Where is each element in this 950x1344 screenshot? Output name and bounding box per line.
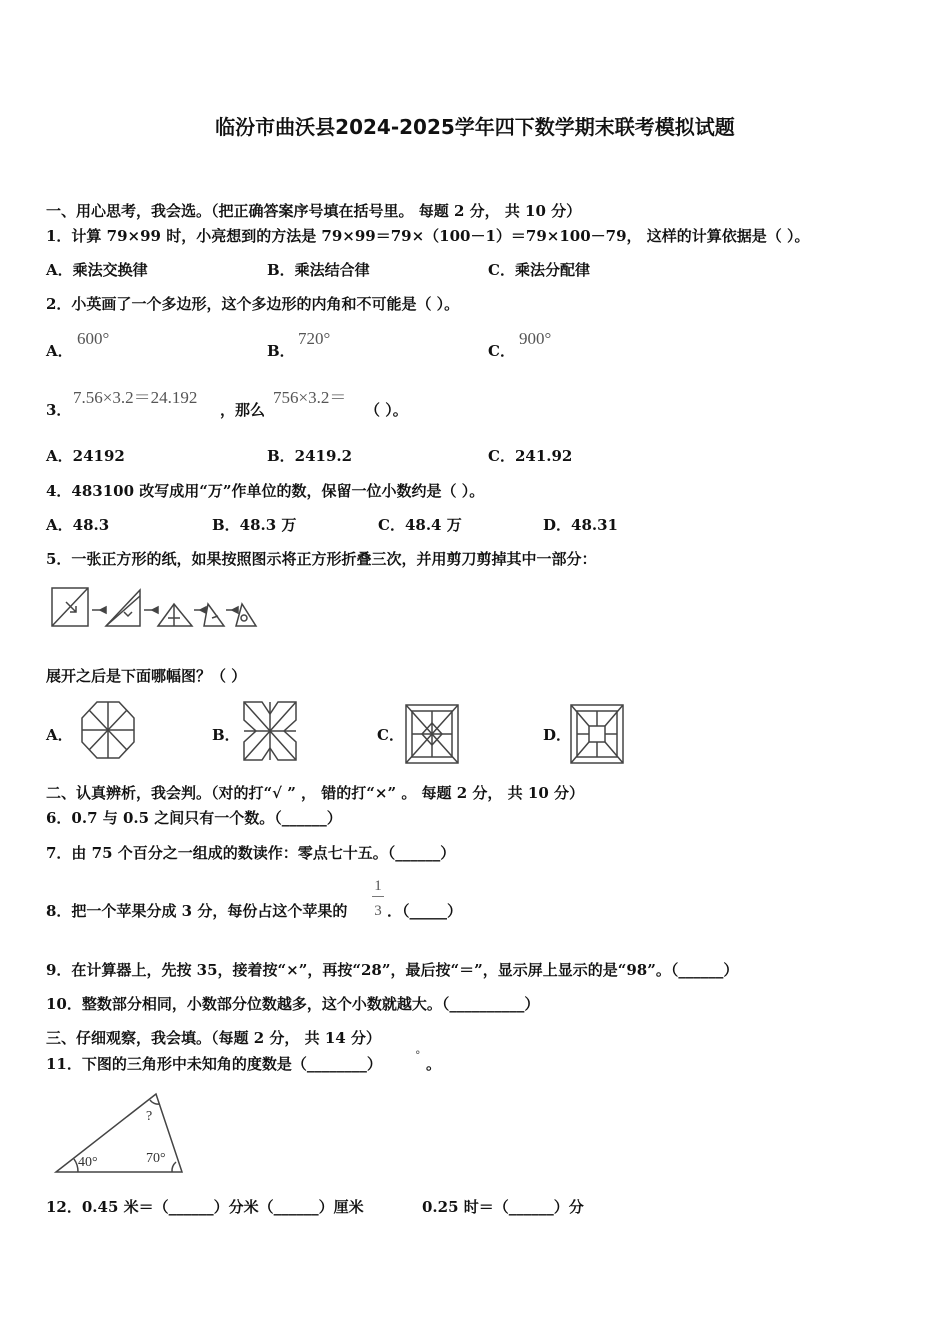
q5-option-d-label: D． [543, 726, 572, 744]
q11-degree-mark: ° [415, 1049, 421, 1062]
q1-option-a: A．乘法交换律 [46, 261, 148, 279]
q1-text: 1．计算 79×99 时，小亮想到的方法是 79×99＝79×（100－1）＝79×100－79， 这样的计算依据是（ ）。 [46, 227, 810, 245]
triangle-diagram [52, 1090, 186, 1176]
q8-text: 8．把一个苹果分成 3 分，每份占这个苹果的 [46, 902, 348, 920]
q11-text: 11．下图的三角形中未知角的度数是（________） [46, 1055, 382, 1073]
q7-text: 7．由 75 个百分之一组成的数读作：零点七十五。（______） [46, 844, 456, 862]
q8-fraction-bar [372, 896, 384, 897]
q5-text: 5．一张正方形的纸，如果按照图示将正方形折叠三次，并用剪刀剪掉其中一部分： [46, 550, 597, 568]
q5-option-c-label: C． [377, 726, 404, 744]
section3-heading: 三、仔细观察，我会填。（每题 2 分， 共 14 分） [46, 1029, 381, 1047]
q1-option-c: C．乘法分配律 [488, 261, 590, 279]
q11-end: 。 [426, 1055, 442, 1073]
q12-text-2: 0.25 时＝（______）分 [422, 1198, 584, 1216]
angle-label-70: 70° [146, 1151, 166, 1166]
q1-option-b: B．乘法结合律 [267, 261, 370, 279]
unknown-angle-label: ? [146, 1109, 153, 1124]
q5-option-b-figure [242, 700, 298, 762]
q3-option-b: B．2419.2 [267, 447, 353, 465]
q3-option-a: A．24192 [46, 447, 125, 465]
q5-option-c-figure [404, 703, 460, 765]
q5-option-b-label: B． [212, 726, 240, 744]
q3-expression-2: 756×3.2＝ [273, 388, 347, 407]
q8-fraction-numerator: 1 [374, 878, 382, 894]
q2-option-b-label: B． [267, 342, 295, 360]
q2-option-c-label: C． [488, 342, 515, 360]
q5-sub-question: 展开之后是下面哪幅图？（ ） [46, 667, 247, 685]
q3-option-c: C．241.92 [488, 447, 573, 465]
q4-option-b: B．48.3 万 [212, 516, 297, 534]
q4-text: 4．483100 改写成用“万”作单位的数，保留一位小数约是（ ）。 [46, 482, 485, 500]
q3-expression-1: 7.56×3.2＝24.192 [73, 388, 198, 407]
q4-option-a: A．48.3 [46, 516, 110, 534]
q2-option-c-value: 900° [519, 329, 552, 348]
section2-heading: 二、认真辨析，我会判。（对的打“√ ” ， 错的打“×” 。 每题 2 分， 共 10 分） [46, 784, 584, 802]
q4-option-d: D．48.31 [543, 516, 618, 534]
q2-option-b-value: 720° [298, 329, 331, 348]
q6-text: 6．0.7 与 0.5 之间只有一个数。（______） [46, 809, 342, 827]
q5-option-a-figure [80, 700, 136, 760]
folding-steps-diagram [48, 582, 260, 632]
q2-option-a-label: A． [46, 342, 73, 360]
q5-option-d-figure [569, 703, 625, 765]
q2-text: 2．小英画了一个多边形，这个多边形的内角和不可能是（ ）。 [46, 295, 460, 313]
section1-heading: 一、用心思考，我会选。（把正确答案序号填在括号里。 每题 2 分， 共 10 分） [46, 202, 582, 220]
page-title: 临汾市曲沃县2024-2025学年四下数学期末联考模拟试题 [215, 115, 735, 139]
q3-number: 3． [46, 401, 72, 419]
q8-blank: ．（_____） [387, 902, 463, 920]
q8-fraction-denominator: 3 [374, 903, 382, 919]
q9-text: 9．在计算器上，先按 35，接着按“×”，再按“28”，最后按“＝”，显示屏上显示的是“98”。（______） [46, 961, 739, 979]
q3-blank: （ ）。 [365, 401, 408, 419]
q4-option-c: C．48.4 万 [378, 516, 462, 534]
q12-text: 12．0.45 米＝（______）分米（______）厘米 [46, 1198, 364, 1216]
angle-label-40: 40° [78, 1155, 98, 1170]
q10-text: 10．整数部分相同，小数部分位数越多，这个小数就越大。（__________） [46, 995, 540, 1013]
q2-option-a-value: 600° [77, 329, 110, 348]
q5-option-a-label: A． [46, 726, 73, 744]
q3-connector: ，那么 [220, 401, 266, 419]
